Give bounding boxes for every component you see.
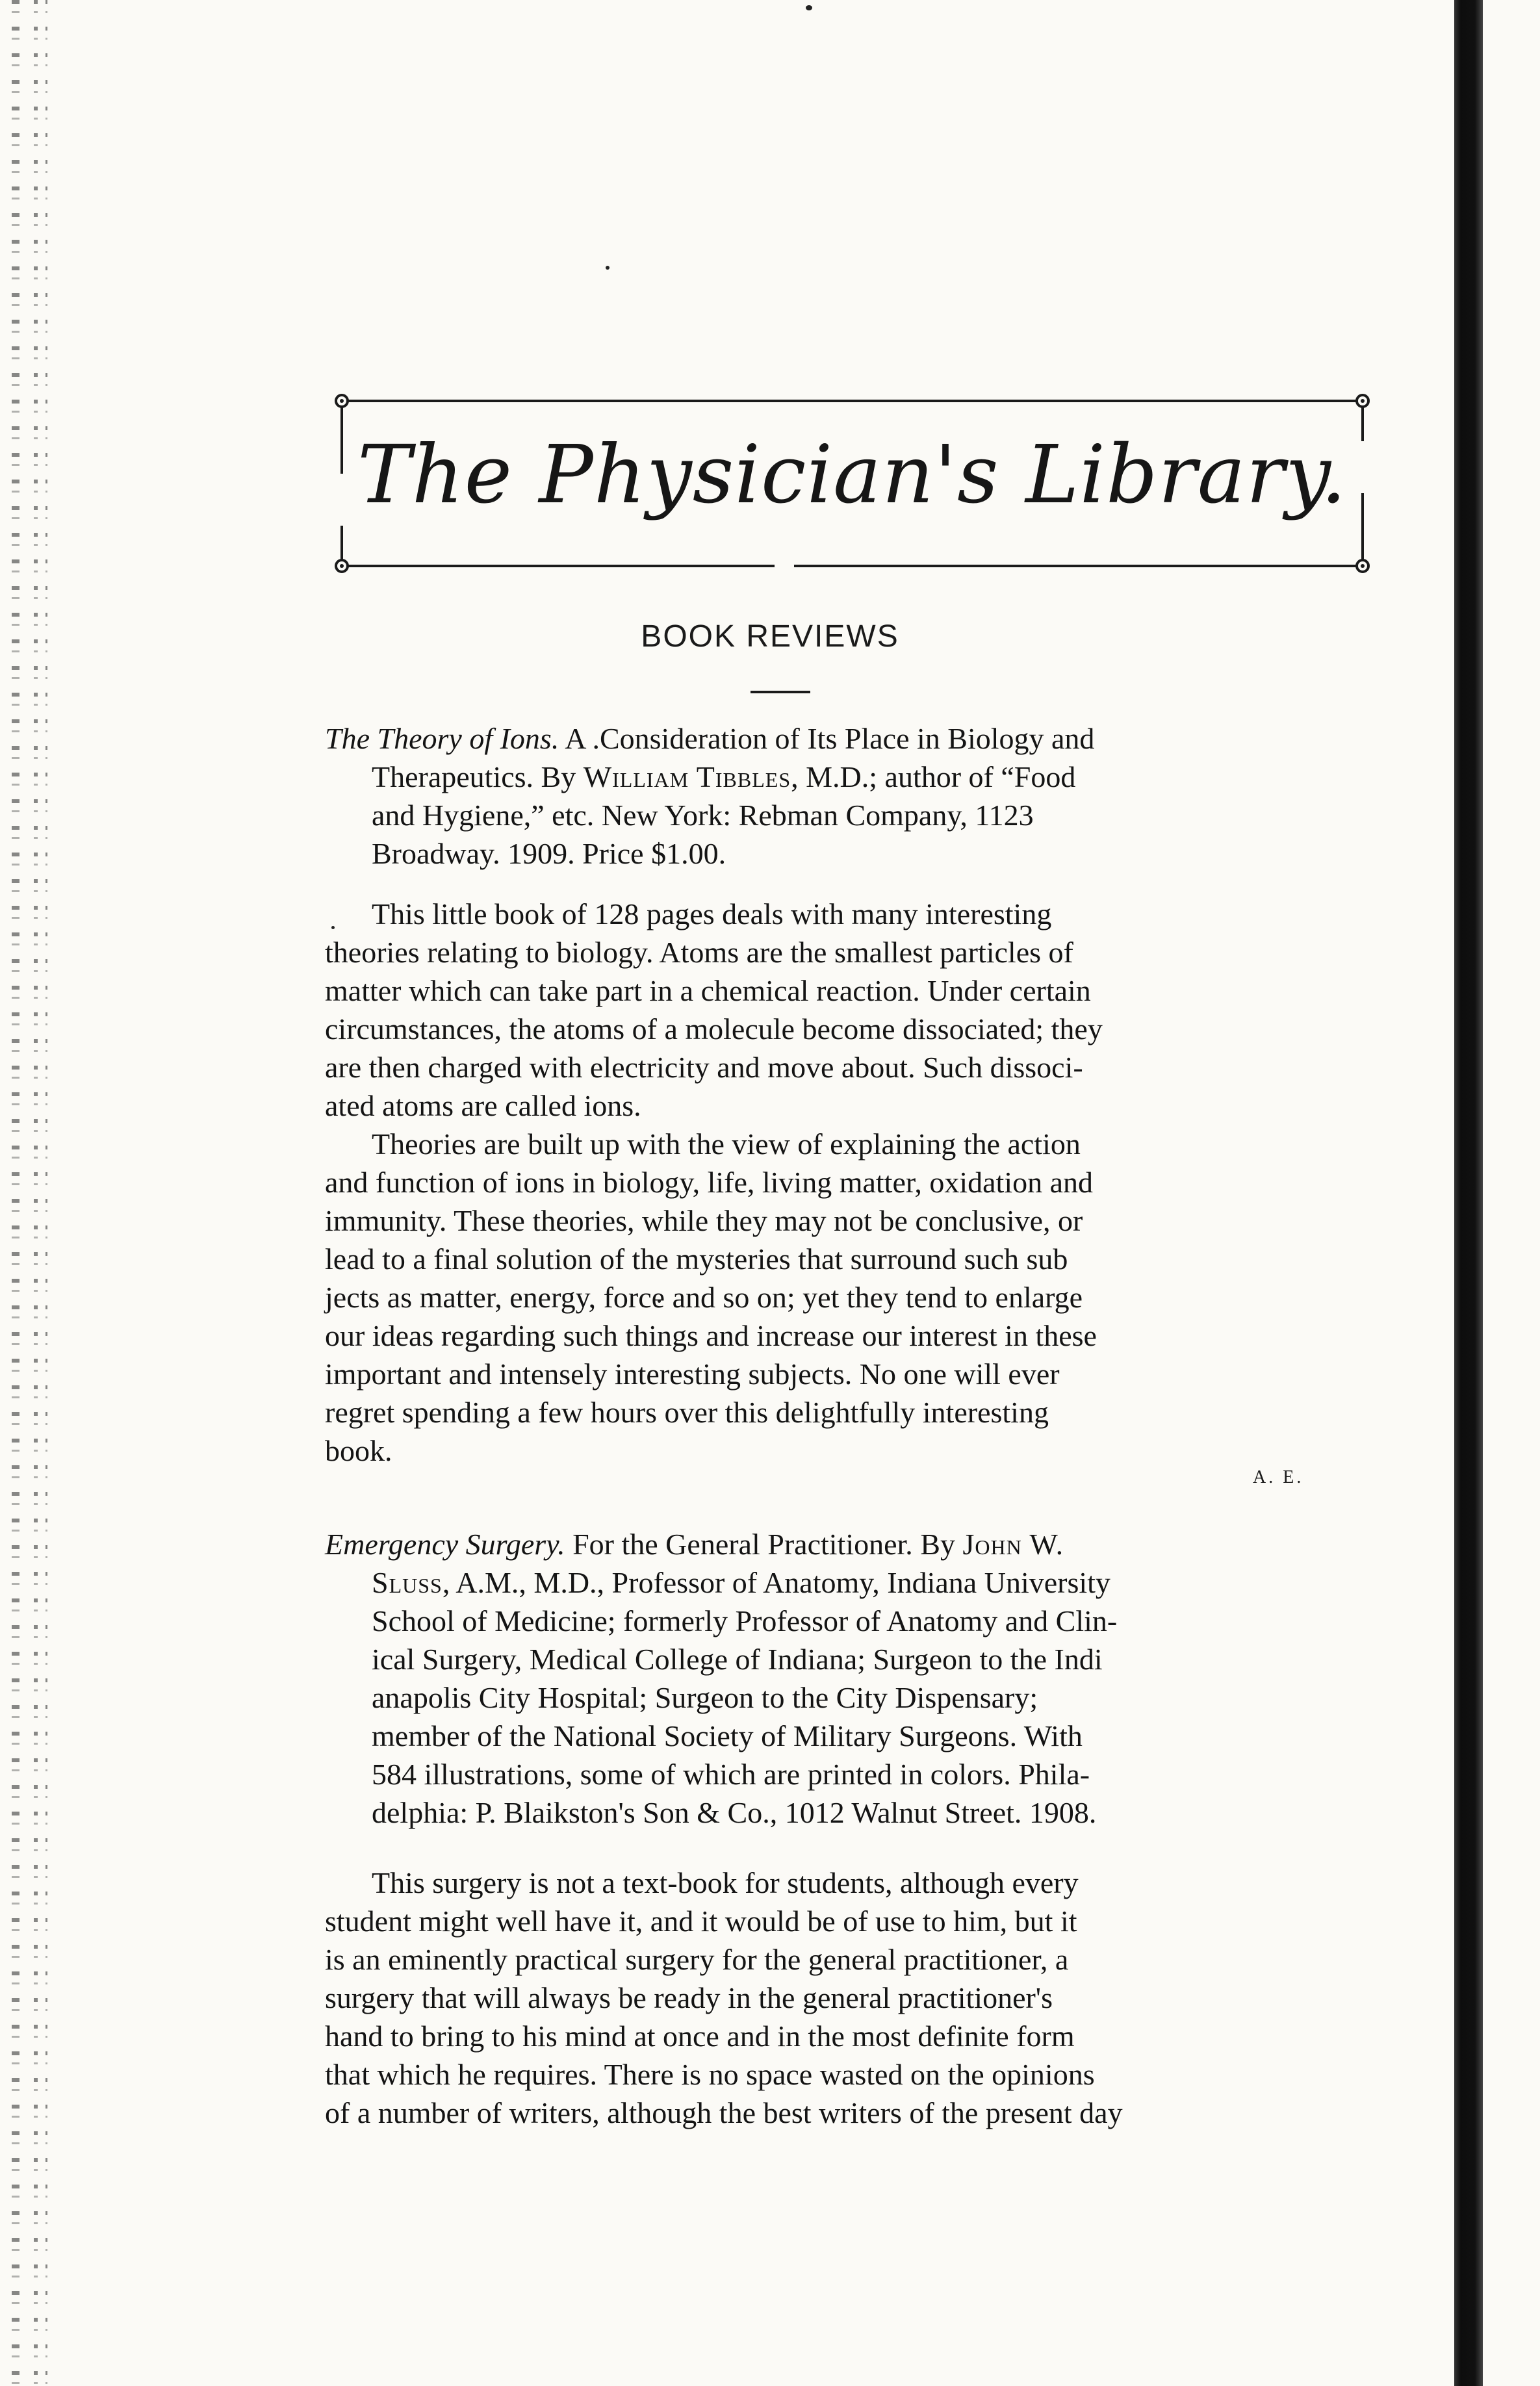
scan-speck: [806, 5, 812, 10]
review1-body-line: and function of ions in biology, life, living matter, oxidation and: [325, 1166, 1094, 1199]
review1-reference-line: Therapeutics. By William Tibbles, M.D.; author of “Food: [372, 760, 1076, 793]
banner-corner-ornament: [335, 394, 349, 408]
review1-body-line: lead to a final solution of the mysteries that surround such sub: [325, 1242, 1068, 1276]
review2-reference-line: 584 illustrations, some of which are printed in colors. Phila-: [372, 1758, 1090, 1791]
review2-body-line: is an eminently practical surgery for the general practitioner, a: [325, 1943, 1069, 1976]
review2-reference-line: anapolis City Hospital; Surgeon to the City Dispensary;: [372, 1681, 1038, 1714]
review2-reference-line: member of the National Society of Military Surgeons. With: [372, 1719, 1083, 1752]
review1-body-line: jects as matter, energy, force and so on; yet they tend to enlarge: [325, 1281, 1083, 1314]
review2-body-line: hand to bring to his mind at once and in the most definite form: [325, 2020, 1075, 2053]
review2-reference-line: Sluss, A.M., M.D., Professor of Anatomy, Indiana University: [372, 1566, 1110, 1599]
review2-author: Sluss: [372, 1566, 443, 1599]
review1-body-line: matter which can take part in a chemical reaction. Under certain: [325, 974, 1091, 1007]
review1-body-line: Theories are built up with the view of explaining the action: [372, 1127, 1081, 1161]
review1-author: William Tibbles: [583, 760, 791, 793]
review2-body-line: surgery that will always be ready in the general practitioner's: [325, 1981, 1053, 2014]
review1-reference-line: Broadway. 1909. Price $1.00.: [372, 837, 726, 870]
section-heading: BOOK REVIEWS: [641, 619, 899, 654]
scan-edge-left: [0, 0, 58, 2386]
review2-book-title: Emergency Surgery.: [325, 1528, 565, 1561]
review1-reference-line: and Hygiene,” etc. New York: Rebman Company, 1123: [372, 799, 1034, 832]
heading-rule: [751, 691, 810, 693]
review1-body-line: book.: [325, 1434, 392, 1467]
review2-body-line: that which he requires. There is no space wasted on the opinions: [325, 2058, 1095, 2091]
review1-body-line: regret spending a few hours over this delightfully interesting: [325, 1396, 1049, 1429]
review2-body-line: student might well have it, and it would be of use to him, but it: [325, 1905, 1077, 1938]
page-title: The Physician's Library.: [357, 428, 1347, 522]
banner-corner-ornament: [335, 559, 349, 573]
review1-body-line: theories relating to biology. Atoms are the smallest particles of: [325, 936, 1073, 969]
review1-initials: A. E.: [1253, 1467, 1304, 1487]
review2-author: John W.: [962, 1528, 1064, 1561]
banner-top-rule: [346, 400, 1359, 402]
review2-reference-line: Emergency Surgery. For the General Practitioner. By John W.: [325, 1528, 1064, 1561]
review1-body-line: ated atoms are called ions.: [325, 1089, 641, 1122]
review2-reference-line: ical Surgery, Medical College of Indiana; Surgeon to the Indi: [372, 1643, 1103, 1676]
review1-body-line: our ideas regarding such things and increase our interest in these: [325, 1319, 1097, 1352]
review1-body-line: are then charged with electricity and move about. Such dissoci-: [325, 1051, 1083, 1084]
scan-margin-right: [1483, 0, 1540, 2386]
banner-corner-ornament: [1355, 559, 1370, 573]
scan-speck: [331, 926, 335, 929]
review2-reference-line: delphia: P. Blaikston's Son & Co., 1012 Walnut Street. 1908.: [372, 1796, 1097, 1829]
review2-reference-line: School of Medicine; formerly Professor of Anatomy and Clin-: [372, 1604, 1118, 1637]
scan-speck: [606, 266, 610, 270]
review1-body-line: important and intensely interesting subjects. No one will ever: [325, 1357, 1060, 1391]
title-banner: [337, 396, 1368, 571]
scan-edge-right: [1454, 0, 1483, 2386]
banner-bottom-rule: [346, 565, 1359, 567]
review1-reference-line: The Theory of Ions. A .Consideration of Its Place in Biology and: [325, 722, 1095, 755]
review1-book-title: The Theory of Ions.: [325, 722, 559, 755]
review1-body-line: immunity. These theories, while they may not be conclusive, or: [325, 1204, 1083, 1237]
banner-corner-ornament: [1355, 394, 1370, 408]
review2-body-line: of a number of writers, although the best writers of the present day: [325, 2096, 1123, 2129]
review1-body-line: This little book of 128 pages deals with many interesting: [372, 897, 1052, 930]
review1-body-line: circumstances, the atoms of a molecule become dissociated; they: [325, 1012, 1103, 1045]
review2-body-line: This surgery is not a text-book for students, although every: [372, 1866, 1079, 1899]
